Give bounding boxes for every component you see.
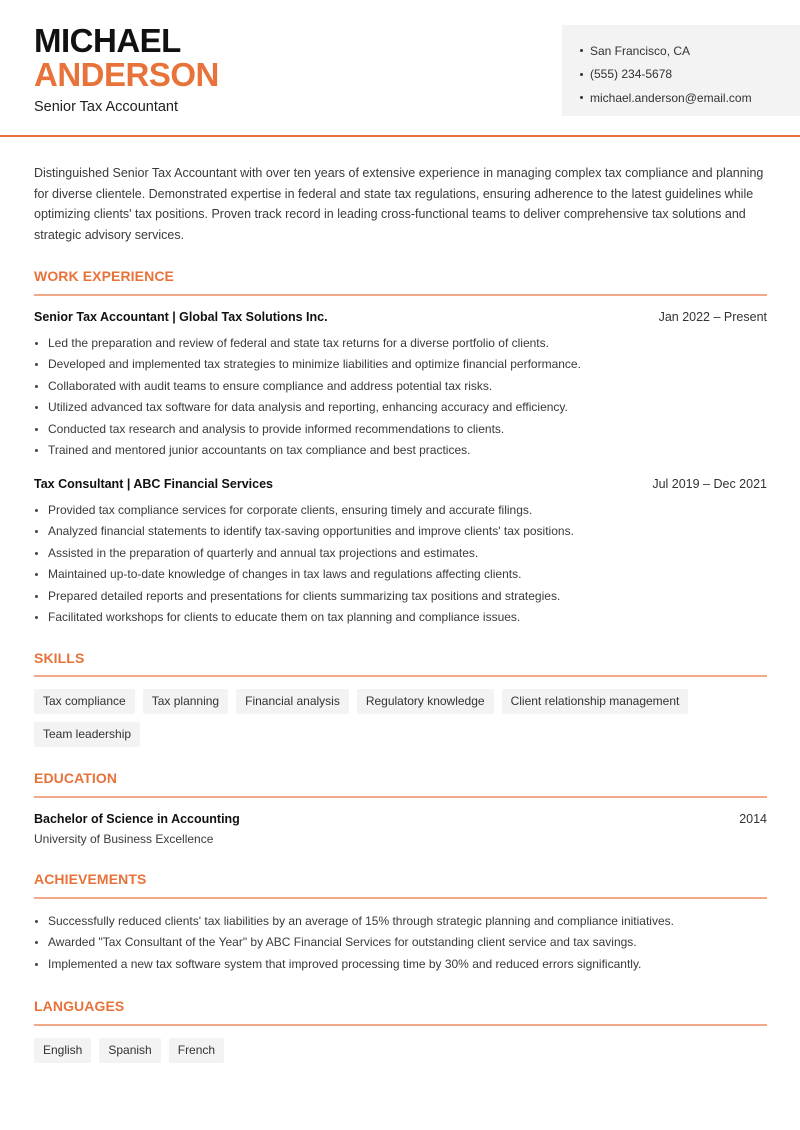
section-divider	[34, 897, 767, 899]
bullet-icon	[35, 573, 38, 576]
graduation-year: 2014	[739, 812, 767, 826]
contact-phone-text: (555) 234-5678	[590, 67, 673, 82]
contact-phone	[580, 63, 800, 87]
bullet-icon	[35, 509, 38, 512]
section-title-education: EDUCATION	[34, 770, 118, 786]
bullet-text: Analyzed financial statements to identify tax-saving opportunities and improve clients' tax positions.	[48, 524, 574, 539]
bullet-text: Successfully reduced clients' tax liabilities by an average of 15% through strategic planning and compliance initiatives.	[48, 914, 674, 928]
job-header	[34, 310, 767, 324]
section-title-experience: WORK EXPERIENCE	[34, 268, 174, 284]
skill-chip: Team leadership	[34, 722, 140, 747]
bullet-text: Prepared detailed reports and presentations for clients summarizing tax positions and strategies.	[48, 588, 561, 603]
bullet-icon	[35, 428, 38, 431]
bullet-icon	[580, 73, 583, 76]
languages-list	[34, 1038, 774, 1063]
bullet-icon	[35, 552, 38, 555]
bullet-text: Trained and mentored junior accountants on tax compliance and best practices.	[48, 442, 471, 457]
last-name: ANDERSON	[34, 56, 219, 93]
bullet-text: Developed and implemented tax strategies to minimize liabilities and optimize financial performance.	[48, 357, 581, 372]
list-item	[34, 956, 774, 977]
bullet-text: Utilized advanced tax software for data analysis and reporting, enhancing accuracy and efficiency.	[48, 400, 568, 415]
list-item	[34, 523, 774, 544]
job-bullets	[34, 502, 774, 630]
bullet-icon	[35, 920, 38, 923]
bullet-text: Awarded "Tax Consultant of the Year" by ABC Financial Services for outstanding client service and tax savings.	[48, 935, 637, 950]
skill-chip: Tax planning	[143, 689, 228, 714]
job-role: Senior Tax Accountant | Global Tax Solutions Inc.	[34, 310, 328, 324]
list-item	[34, 399, 774, 420]
bullet-icon	[35, 595, 38, 598]
job-title: Senior Tax Accountant	[34, 99, 179, 115]
contact-box	[562, 25, 800, 116]
bullet-icon	[35, 342, 38, 345]
list-item	[34, 421, 774, 442]
list-item	[34, 934, 774, 955]
list-item	[34, 588, 774, 609]
education-header	[34, 812, 767, 826]
bullet-icon	[35, 616, 38, 619]
first-name: MICHAEL	[34, 22, 181, 59]
list-item	[34, 442, 774, 463]
skill-chip: Tax compliance	[34, 689, 135, 714]
job-role: Tax Consultant | ABC Financial Services	[34, 477, 273, 491]
bullet-text: Facilitated workshops for clients to educate them on tax planning and compliance issues.	[48, 609, 521, 624]
language-chip: French	[169, 1038, 224, 1063]
bullet-icon	[35, 363, 38, 366]
bullet-text: Conducted tax research and analysis to provide informed recommendations to clients.	[48, 421, 505, 436]
achievements-list	[34, 913, 774, 977]
skill-chip: Regulatory knowledge	[357, 689, 494, 714]
list-item	[34, 356, 774, 377]
bullet-icon	[580, 49, 583, 52]
section-divider	[34, 796, 767, 798]
list-item	[34, 378, 774, 399]
job-dates: Jul 2019 – Dec 2021	[652, 477, 767, 491]
list-item	[34, 566, 774, 587]
bullet-icon	[35, 406, 38, 409]
section-divider	[34, 1024, 767, 1026]
professional-summary: Distinguished Senior Tax Accountant with over ten years of extensive experience in managing complex tax compliance and planning for diverse clientele. Demonstrated expertise in federal and state tax regulations, ensuring adherence to the latest guidelines while optimizing clients' tax positions. Proven track record in leading cross-functional teams to deliver comprehensive tax solutions and strategic advisory services.	[34, 166, 764, 242]
section-title-languages: LANGUAGES	[34, 998, 125, 1014]
section-title-skills: SKILLS	[34, 650, 85, 666]
job-dates: Jan 2022 – Present	[658, 310, 767, 324]
list-item	[34, 502, 774, 523]
skill-chip: Financial analysis	[236, 689, 349, 714]
contact-email	[580, 86, 800, 110]
list-item	[34, 913, 774, 934]
resume-header	[0, 0, 800, 137]
list-item	[34, 545, 774, 566]
bullet-text: Implemented a new tax software system that improved processing time by 30% and reduced errors significantly.	[48, 956, 642, 971]
skill-chip: Client relationship management	[502, 689, 689, 714]
section-divider	[34, 675, 767, 677]
language-chip: Spanish	[99, 1038, 160, 1063]
language-chip: English	[34, 1038, 91, 1063]
bullet-text: Assisted in the preparation of quarterly and annual tax projections and estimates.	[48, 545, 479, 560]
contact-location	[580, 39, 800, 63]
bullet-text: Led the preparation and review of federal and state tax returns for a diverse portfolio of clients.	[48, 336, 549, 350]
contact-email-text: michael.anderson@email.com	[590, 90, 752, 105]
bullet-icon	[35, 963, 38, 966]
section-title-achievements: ACHIEVEMENTS	[34, 871, 147, 887]
list-item	[34, 335, 774, 356]
skills-list	[34, 689, 774, 747]
section-divider	[34, 294, 767, 296]
bullet-icon	[580, 96, 583, 99]
bullet-text: Maintained up-to-date knowledge of changes in tax laws and regulations affecting clients.	[48, 567, 522, 582]
bullet-icon	[35, 449, 38, 452]
degree: Bachelor of Science in Accounting	[34, 812, 240, 826]
bullet-icon	[35, 385, 38, 388]
bullet-icon	[35, 941, 38, 944]
job-bullets	[34, 335, 774, 463]
bullet-text: Provided tax compliance services for corporate clients, ensuring timely and accurate filings.	[48, 503, 533, 517]
bullet-text: Collaborated with audit teams to ensure compliance and address potential tax risks.	[48, 378, 493, 393]
job-header	[34, 477, 767, 491]
school-name: University of Business Excellence	[34, 832, 214, 846]
list-item	[34, 609, 774, 630]
contact-location-text: San Francisco, CA	[590, 43, 691, 58]
bullet-icon	[35, 530, 38, 533]
